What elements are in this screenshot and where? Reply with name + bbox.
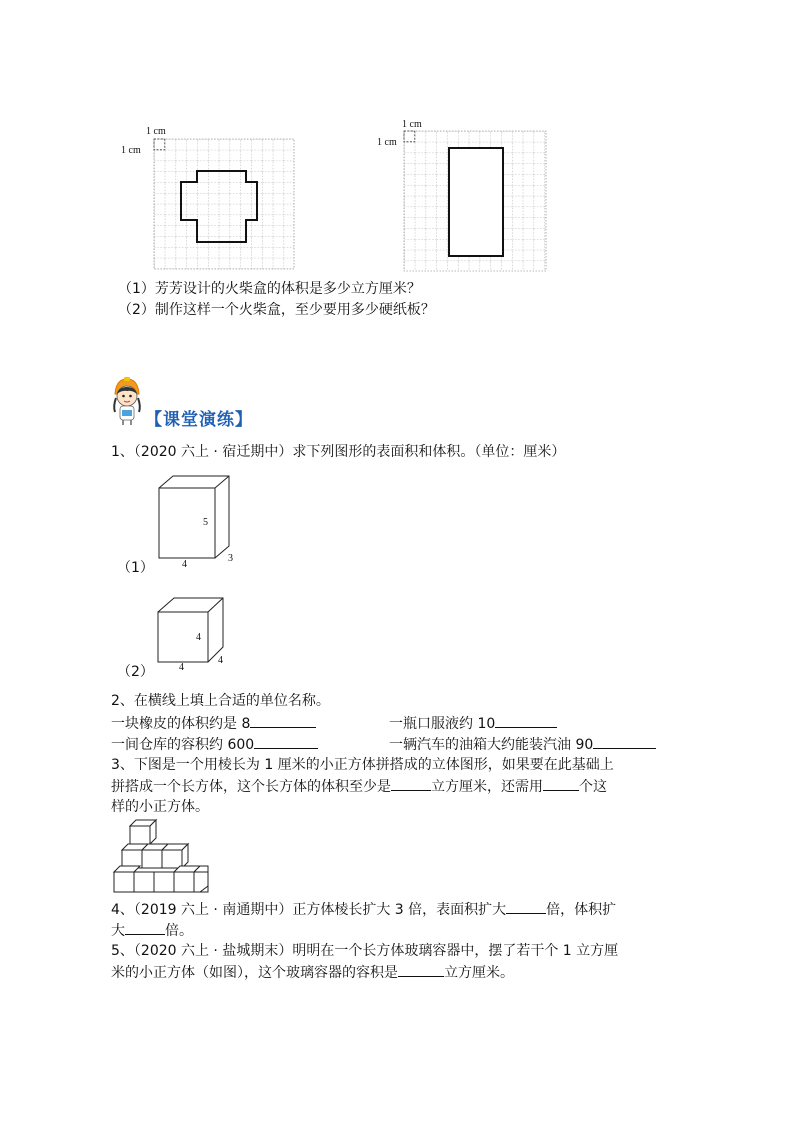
rectangle-outline [449,148,503,256]
q2-item-3-text: 一间仓库的容积约 600 [111,737,255,753]
q4-line-1b: 倍，体积扩 [546,902,617,918]
q5-line-2a: 米的小正方体（如图），这个玻璃容器的容积是 [111,965,398,981]
q3-blank-volume[interactable] [391,776,431,791]
fig1-width-label: 4 [182,559,187,570]
unit-label-top-left: 1 cm [146,126,166,137]
q3-line-1: 3、下图是一个用棱长为 1 厘米的小正方体拼搭成的立体图形，如果要在此基础上 [111,757,614,773]
fig1-height-label: 5 [203,517,208,528]
q2-text: 2、在横线上填上合适的单位名称。 [111,693,330,709]
grid-figure-cross [150,136,300,276]
q3-line-3: 样的小正方体。 [111,799,209,815]
q2-blank-1[interactable] [250,713,316,728]
q4-line-1 [111,899,616,920]
fig1-depth-label: 3 [228,553,233,564]
q3-line-2c: 个这 [579,779,607,795]
q2-item-4-text: 一辆汽车的油箱大约能装汽油 90 [389,737,594,753]
fig1-label: （1） [117,560,154,576]
q2-item-1-text: 一块橡皮的体积约是 8 [111,716,251,732]
q2-item-4 [389,734,656,755]
q3-blank-count[interactable] [543,776,579,791]
q2-blank-4[interactable] [593,734,656,749]
q5-line-2b: 立方厘米。 [444,965,514,981]
q2-item-2 [389,713,557,734]
grid-figure-rectangle [402,128,552,278]
q5-line-1: 5、（2020 六上 · 盐城期末）明明在一个长方体玻璃容器中，摆了若干个 1 立方厘 [111,943,619,959]
unit-label-side-right: 1 cm [377,137,397,148]
q3-line-2b: 立方厘米，还需用 [431,779,543,795]
q2-blank-3[interactable] [254,734,318,749]
q4-blank-volume[interactable] [125,920,165,935]
q2-blank-2[interactable] [495,713,557,728]
intro-question-2: （2）制作这样一个火柴盒，至少要用多少硬纸板？ [118,302,435,318]
q4-line-1a: 4、（2019 六上 · 南通期中）正方体棱长扩大 3 倍，表面积扩大 [111,902,507,918]
q3-line-2 [111,776,607,797]
q4-line-2 [111,920,193,941]
q3-line-2a: 拼搭成一个长方体，这个长方体的体积至少是 [111,779,391,795]
fig2-height-label: 4 [196,632,201,643]
q4-line-2a: 大 [111,923,125,939]
stacked-cubes-figure [112,818,216,896]
q1-text: 1、（2020 六上 · 宿迁期中）求下列图形的表面积和体积。（单位：厘米） [111,444,566,460]
q4-line-2b: 倍。 [165,923,193,939]
student-mascot-icon [110,376,144,426]
q4-blank-surface[interactable] [506,899,546,914]
unit-label-top-right: 1 cm [402,119,422,130]
q5-blank-capacity[interactable] [398,962,444,977]
q2-item-1 [111,713,316,734]
q2-item-3 [111,734,318,755]
q5-line-2 [111,962,514,983]
fig2-width-label: 4 [179,662,184,673]
fig2-depth-label: 4 [218,655,223,666]
fig2-label: （2） [117,664,154,680]
unit-label-side-left: 1 cm [121,145,141,156]
q2-item-2-text: 一瓶口服液约 10 [389,716,496,732]
section-title: 【课堂演练】 [145,410,253,430]
intro-question-1: （1）芳芳设计的火柴盒的体积是多少立方厘米？ [118,281,421,297]
